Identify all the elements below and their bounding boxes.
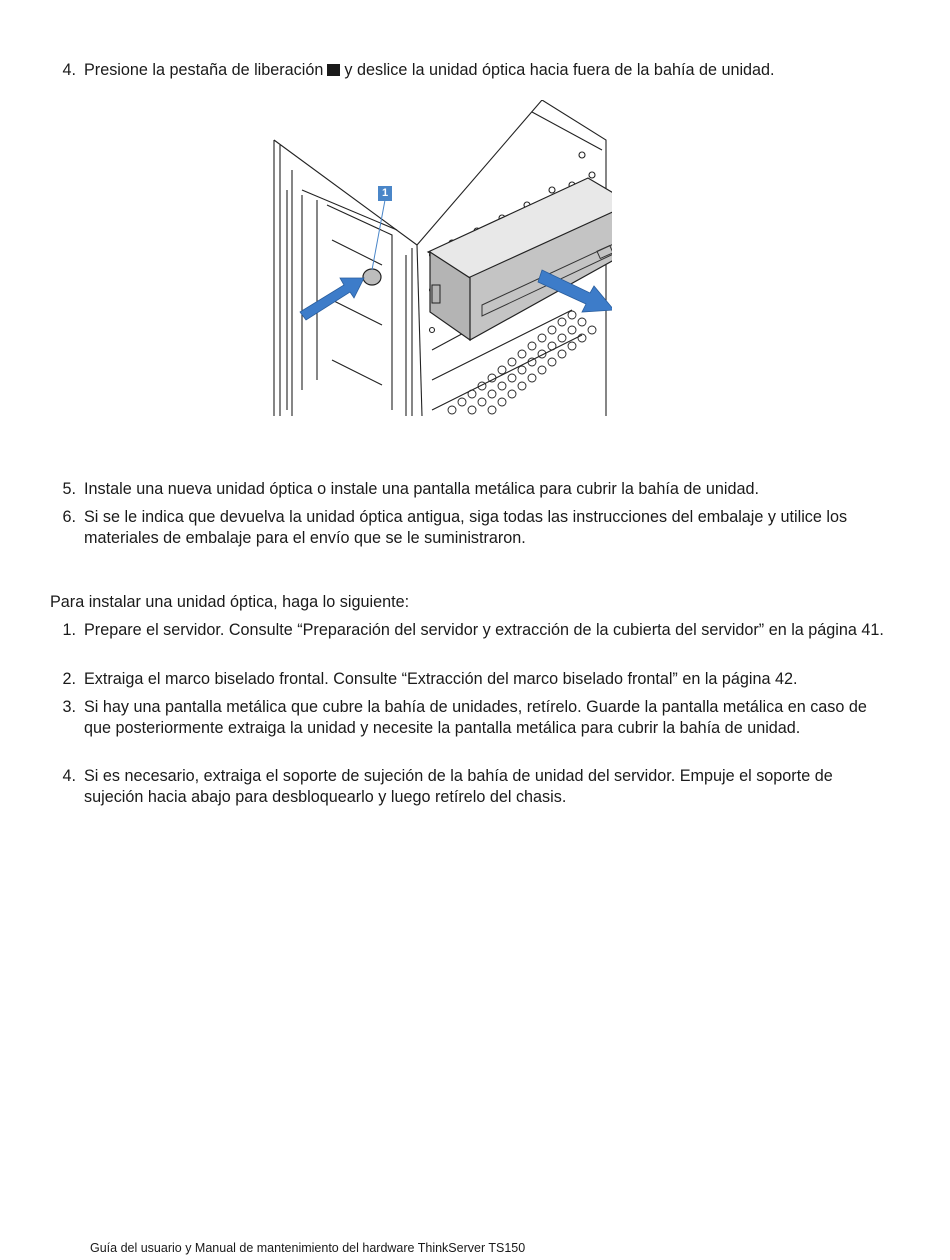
release-tab-marker-icon — [327, 64, 340, 76]
step-number: 1. — [62, 621, 76, 639]
step-text-before: Presione la pestaña de liberación — [84, 61, 324, 79]
step-text: Prepare el servidor. Consulte “Preparación del servidor y extracción de la cubierta del servidor” en la página 41. — [84, 621, 884, 639]
step-text — [84, 60, 890, 81]
step-text-after: y deslice la unidad óptica hacia fuera de la bahía de unidad. — [344, 61, 775, 79]
push-arrow-icon — [300, 278, 364, 320]
step-text: Instale una nueva unidad óptica o instale una pantalla metálica para cubrir la bahía de unidad. — [84, 480, 759, 498]
step-number: 2. — [62, 670, 76, 688]
install-step-3 — [50, 697, 890, 738]
optical-drive-icon — [428, 178, 612, 340]
removal-step-6 — [50, 507, 890, 548]
install-step-2 — [50, 669, 890, 690]
release-tab-icon — [363, 269, 381, 285]
callout-leader-line — [372, 200, 385, 270]
install-step-4 — [50, 766, 890, 807]
step-number: 6. — [62, 508, 76, 526]
step-text: Si se le indica que devuelva la unidad óptica antigua, siga todas las instrucciones del embalaje y utilice los materiales de embalaje para el envío que se le suministraron. — [84, 508, 848, 547]
illustration-svg — [272, 100, 612, 416]
install-step-1 — [50, 620, 890, 641]
step-text: Extraiga el marco biselado frontal. Consulte “Extracción del marco biselado frontal” en la página 42. — [84, 670, 798, 688]
optical-drive-removal-illustration — [272, 100, 612, 416]
step-text: Si es necesario, extraiga el soporte de sujeción de la bahía de unidad del servidor. Empuje el soporte de sujeción hacia abajo para desbloquearlo y luego retírelo del chasis. — [84, 767, 833, 806]
page-footer: Guía del usuario y Manual de mantenimiento del hardware ThinkServer TS150 — [90, 1241, 526, 1255]
callout-label: 1 — [381, 187, 389, 199]
removal-step-5 — [50, 479, 890, 500]
install-intro: Para instalar una unidad óptica, haga lo siguiente: — [50, 593, 410, 611]
callout-number-badge — [378, 186, 392, 201]
step-text: Si hay una pantalla metálica que cubre la bahía de unidades, retírelo. Guarde la pantalla metálica en caso de que posteriormente extraiga la unidad y necesite la pantalla metálica para cubrir la bahía de unidad. — [84, 698, 867, 737]
step-number: 5. — [62, 480, 76, 498]
step-number: 3. — [62, 698, 76, 716]
removal-step-4 — [50, 60, 890, 81]
step-number: 4. — [62, 767, 76, 785]
step-number: 4. — [62, 61, 76, 79]
